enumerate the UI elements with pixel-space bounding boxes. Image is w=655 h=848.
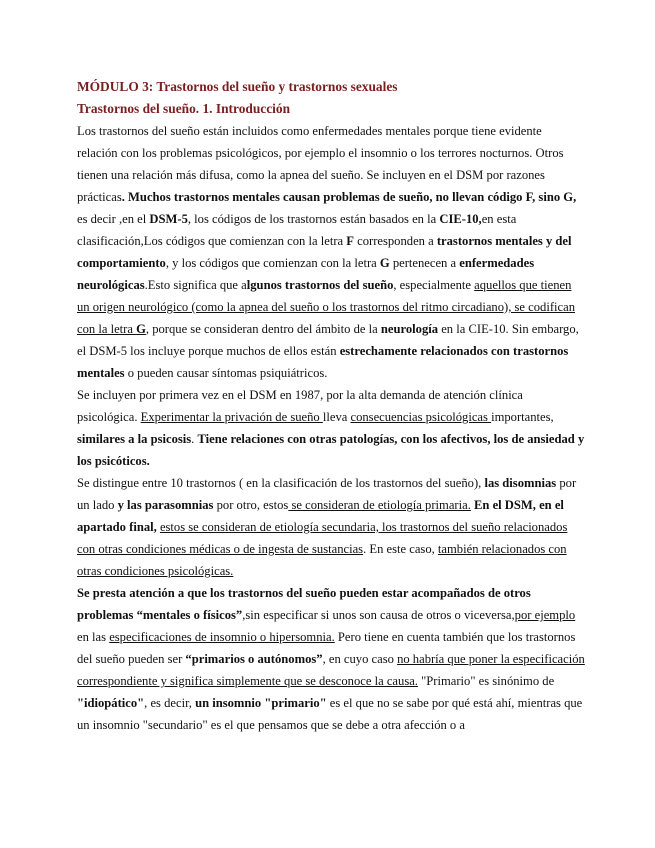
- text-run: por ejemplo: [514, 608, 576, 622]
- text-run: neurología: [380, 322, 439, 336]
- text-run: lleva: [322, 410, 351, 424]
- text-run: En el DSM, en el apartado final,: [77, 498, 564, 534]
- text-run: Pero tiene en cuenta también que los trastornos del sueño pueden ser: [77, 630, 576, 666]
- text-run: , en cuyo caso: [322, 652, 398, 666]
- text-run: aquellos que tienen un origen neurológico (como la apnea del sueño o los trastornos del ritmo circadiano), se codifican con la letra: [77, 278, 575, 336]
- text-run: las disomnias: [484, 476, 557, 490]
- text-run: DSM-5: [149, 212, 188, 226]
- text-run: un insomnio "primario": [195, 696, 327, 710]
- text-run: enfermedades neurológicas: [77, 256, 535, 292]
- text-run: estrechamente relacionados con trastornos mentales: [77, 344, 569, 380]
- text-run: consecuencias psicológicas: [350, 410, 492, 424]
- section-title: Trastornos del sueño. 1. Introducción: [77, 101, 291, 116]
- text-run: G: [379, 256, 390, 270]
- text-run: F: [346, 234, 354, 248]
- paragraph-4: [77, 582, 585, 736]
- text-run: no habría que poner la especificación correspondiente y significa simplemente que se desconoce la causa.: [77, 652, 585, 688]
- text-run: .Esto significa que a: [144, 278, 247, 292]
- text-run: similares a la psicosis: [77, 432, 192, 446]
- text-run: estos se consideran de etiología secundaria, los trastornos del sueño relacionados con otras condiciones médicas o de ingesta de sustancias: [77, 520, 568, 556]
- text-run: especificaciones de insomnio o hipersomnia.: [109, 630, 335, 644]
- text-run: , los códigos de los trastornos están basados en la: [187, 212, 440, 226]
- text-run: Tiene relaciones con otras patologías, con los afectivos, los de ansiedad y los psicóticos.: [77, 432, 585, 468]
- text-run: , especialmente: [393, 278, 475, 292]
- text-run: "Primario" es sinónimo de: [417, 674, 555, 688]
- text-run: y las parasomnias: [117, 498, 214, 512]
- text-run: Se incluyen por primera vez en el DSM en 1987, por la alta demanda de atención clínica psicológica.: [77, 388, 523, 424]
- text-run: en la CIE-10. Sin embargo, el DSM-5 los incluye porque muchos de ellos están: [77, 322, 579, 358]
- text-run: trastornos mentales y del comportamiento: [77, 234, 572, 270]
- text-run: CIE-10,: [439, 212, 482, 226]
- text-run: . Muchos trastornos mentales causan problemas de sueño, no llevan código F, sino G,: [121, 190, 577, 204]
- text-run: Experimentar la privación de sueño: [140, 410, 323, 424]
- text-run: por un lado: [77, 476, 577, 512]
- text-run: importantes,: [491, 410, 554, 424]
- paragraph-2: [77, 384, 585, 472]
- text-run: se consideran de etiología primaria.: [288, 498, 471, 512]
- text-run: Los trastornos del sueño están incluidos como enfermedades mentales porque tiene evidente relación con los problemas psicológicos, por ejemplo el insomnio o los terrores nocturnos. Otros tienen una relación más difusa, como la apnea del sueño. Se incluyen en el DSM por razones prácticas: [77, 124, 564, 204]
- text-run: por otro, estos: [213, 498, 289, 512]
- text-run: G: [136, 322, 146, 336]
- paragraph-1: [77, 120, 585, 384]
- text-run: en esta clasificación,Los códigos que comienzan con la letra: [77, 212, 517, 248]
- document-body: [77, 120, 585, 736]
- text-run: ,sin especificar si unos son causa de otros o viceversa,: [242, 608, 515, 622]
- text-run: .: [191, 432, 198, 446]
- paragraph-3: [77, 472, 585, 582]
- text-run: es el que no se sabe por qué está ahí, mientras que un insomnio "secundario" es el que pensamos que se debe a otra afección o a: [77, 696, 583, 732]
- text-run: “primarios o autónomos”: [185, 652, 323, 666]
- text-run: es decir ,en el: [77, 212, 150, 226]
- text-run: , y los códigos que comienzan con la letra: [165, 256, 380, 270]
- text-run: en las: [77, 630, 110, 644]
- text-run: Se presta atención a que los trastornos del sueño pueden estar acompañados de otros problemas “mentales o físicos”: [77, 586, 531, 622]
- text-run: pertenecen a: [389, 256, 460, 270]
- text-run: también relacionados con otras condiciones psicológicas.: [77, 542, 567, 578]
- text-run: . En este caso,: [363, 542, 438, 556]
- text-run: "idiopático": [77, 696, 145, 710]
- text-run: lgunos trastornos del sueño: [246, 278, 394, 292]
- module-title: MÓDULO 3: Trastornos del sueño y trastornos sexuales: [77, 79, 398, 94]
- text-run: corresponden a: [353, 234, 437, 248]
- text-run: , porque se consideran dentro del ámbito de la: [145, 322, 381, 336]
- text-run: o pueden causar síntomas psiquiátricos.: [124, 366, 328, 380]
- text-run: , es decir,: [144, 696, 196, 710]
- text-run: Se distingue entre 10 trastornos ( en la clasificación de los trastornos del sueño),: [77, 476, 485, 490]
